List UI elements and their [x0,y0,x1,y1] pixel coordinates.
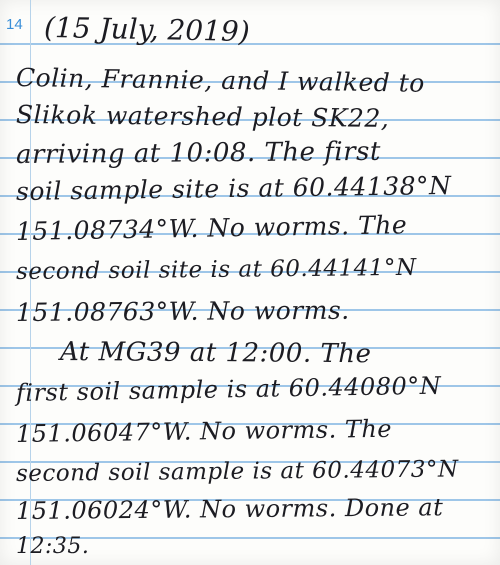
note-line-5: 151.08734°W. No worms. The [15,210,408,246]
note-line-3: arriving at 10:08. The first [15,136,382,170]
note-line-1: Colin, Frannie, and I walked to [15,63,425,98]
note-line-12: 151.06024°W. No worms. Done at [15,493,444,525]
note-line-2: Slikok watershed plot SK22, [15,100,390,133]
note-line-13: 12:35. [16,534,90,559]
note-line-7: 151.08763°W. No worms. [15,295,350,327]
entry-date: (15 July, 2019) [43,10,251,49]
note-line-10: 151.06047°W. No worms. The [15,414,393,448]
note-line-9: first soil sample is at 60.44080°N [15,371,442,407]
note-line-6: second soil site is at 60.44141°N [15,254,417,285]
note-line-11: second soil sample is at 60.44073°N [15,456,459,487]
note-line-8: At MG39 at 12:00. The [59,337,372,370]
page-number: 14 [6,16,23,33]
note-line-4: soil sample site is at 60.44138°N [15,170,452,206]
